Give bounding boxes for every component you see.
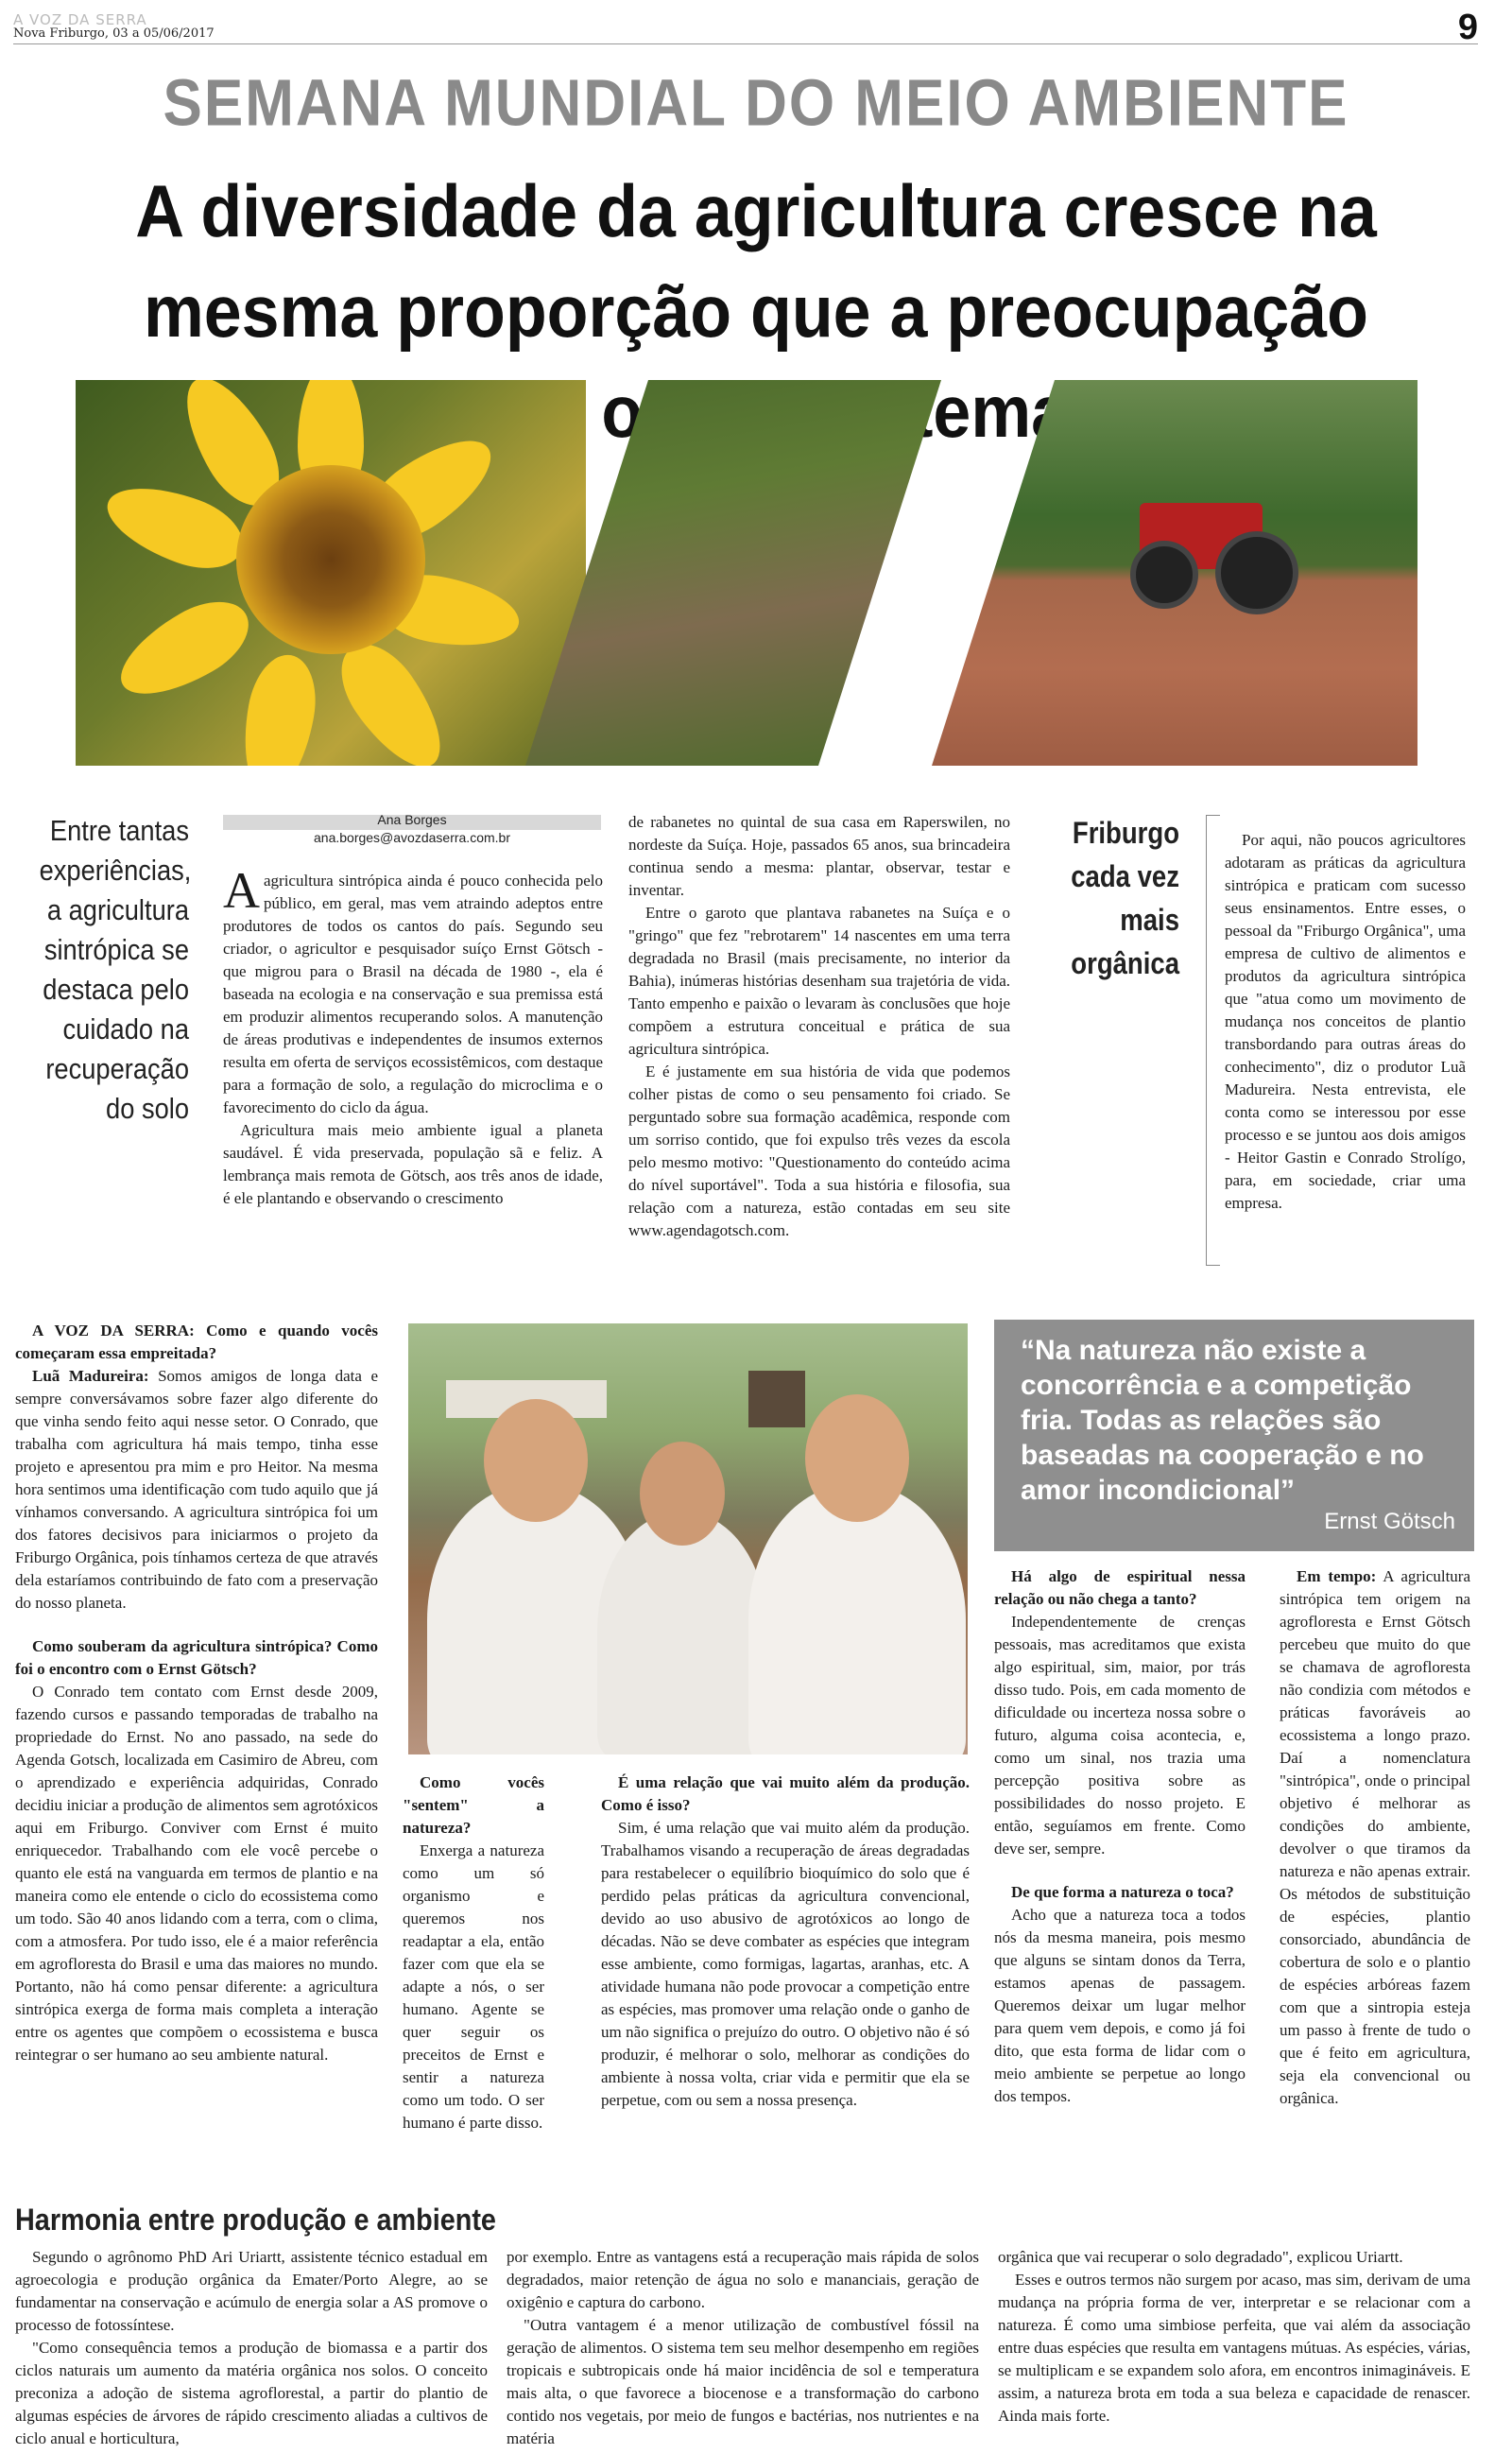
harmonia-column-2 <box>507 2246 979 2450</box>
question: Como souberam da agricultura sintrópica? Como foi o encontro com o Ernst Götsch? <box>15 1637 378 1678</box>
question: A VOZ DA SERRA: Como e quando vocês começaram essa empreitada? <box>15 1322 378 1362</box>
pullquote-text: “Na natureza não existe a concorrência e a competição fria. Todas as relações são baseadas na cooperação e no amor incondicional” <box>1021 1335 1424 1506</box>
group-photo <box>408 1323 968 1754</box>
paragraph: E é justamente em sua história de vida que podemos colher pistas de como o seu pensamento foi criado. Se perguntado sobre sua formação acadêmica, responde com um sorriso contido, que foi expulso três vezes da escola pelo mesmo motivo: "Questionamento do conteúdo acima do nível suportável". Toda a sua história e filosofia, sua relação com a natureza, estão contadas em seu site www.agendagotsch.com. <box>628 1063 1010 1239</box>
section-title: SEMANA MUNDIAL DO MEIO AMBIENTE <box>163 66 1349 141</box>
question: De que forma a natureza o toca? <box>1011 1883 1234 1901</box>
answer: Sim, é uma relação que vai muito além da produção. Trabalhamos visando a recuperação de áreas degradadas para restabelecer o equilíbrio bioquímico do solo que é perdido pelas práticas da agricultura convencional, devido ao uso abusivo de agrotóxicos ao longo de décadas. Não se deve combater as espécies que integram esse ambiente, como formigas, lagartas, aranhas, etc. A atividade humana não pode provocar a competição entre as espécies, mas promover uma relação onde o ganho de um não significa o prejuízo do outro. O objetivo não é só produzir, é melhorar o solo, melhorar as condições do ambiente à nossa volta, criar vida e permitir que ela se perpetue, com ou sem a nossa presença. <box>601 1819 970 2109</box>
paragraph: "Outra vantagem é a menor utilização de combustível fóssil na geração de alimentos. O sistema tem seu melhor desempenho em regiões tropicais e subtropicais onde há maior incidência de sol e temperatura mais alta, o que favorece a biocenose e a transformação do carbono contido nos vegetais, por meio de fungos e bactérias, nos nutrientes e na matéria <box>507 2316 979 2447</box>
face-middle <box>640 1442 725 1546</box>
harmonia-title: Harmonia entre produção e ambiente <box>15 2203 496 2237</box>
paragraph: agricultura sintrópica ainda é pouco conhecida pelo público, em geral, mas vem atraindo adeptos entre produtores de todos os cantos do país. Segundo seu criador, o agricultor e pesquisador suíço Ernst Götsch - que migrou para o Brasil na década de 1980 -, ela é baseada na ecologia e na conservação e sua premissa está em produzir alimentos recuperando solos. A manutenção de áreas produtivas e independentes de insumos externos resulta em oferta de serviços ecossistêmicos, com destaque para a formação de solo, a regulação do microclima e o favorecimento do ciclo da água. <box>223 872 603 1116</box>
sidebar-title: Friburgo cada vez mais orgânica <box>1071 816 1179 980</box>
answer: A agricultura sintrópica tem origem na agrofloresta e Ernst Götsch percebeu que muito do que se chamava de agrofloresta não condizia com métodos e práticas favoráveis ao ecossistema a longo prazo. Daí a nomenclatura "sintrópica", onde o principal objetivo é melhorar as condições do ambiente, devolver o que tiramos da natureza e não apenas extrair. Os métodos de substituição de espécies, plantio consorciado, abundância de cobertura de solo e o plantio de espécies arbóreas fazem com que a sintropia esteja um passo à frente de tudo o que é feito em agricultura, seja ela convencional ou orgânica. <box>1280 1567 1470 2107</box>
tractor-wheel <box>1215 531 1298 614</box>
answer: Independentemente de crenças pessoais, mas acreditamos que exista algo espiritual, sim, maior, por trás disso tudo. Pois, em cada momento de dificuldade ou incerteza nossa sobre o futuro, alguma coisa acontecia, e, como um sinal, nos trazia uma percepção positiva sobre as possibilidades do nosso projeto. E então, seguíamos em frente. Como deve ser, sempre. <box>994 1613 1246 1858</box>
article-column-1 <box>223 862 603 1210</box>
masthead-paper-name: A VOZ DA SERRA <box>13 11 147 28</box>
interview-narrow-column <box>403 1771 544 2134</box>
face-right <box>805 1394 909 1522</box>
tractor-wheel <box>1130 541 1198 609</box>
petal <box>107 585 263 714</box>
paragraph: Esses e outros termos não surgem por acaso, mas sim, derivam de uma mudança na própria forma de ver, interpretar e se relacionar com a natureza. É como uma simbiose perfeita, que vai além da associação entre duas espécies que resulta em vantagens mútuas. As espécies, várias, se multiplicam e se expandem solo afora, em encontros inimagináveis. E assim, a natureza brota em toda a sua beleza e capacidade de renascer. Ainda mais forte. <box>998 2271 1470 2425</box>
answer: Somos amigos de longa data e sempre conversávamos sobre fazer algo diferente do que vinha sendo feito aqui nesse setor. O Conrado, que trabalha com agricultura há mais tempo, tinha esse projeto e apresentou pra mim e pro Heitor. Na mesma hora sentimos uma identificação com tudo aquilo que já vínhamos conversando. A agricultura sintrópica foi um dos fatores decisivos para iniciarmos o projeto da Friburgo Orgânica, pois tínhamos certeza de que através dela estaríamos contribuindo de fato com a preservação do nosso planeta. <box>15 1367 378 1612</box>
paragraph: Agricultura mais meio ambiente igual a planeta saudável. É vida preservada, população sã e feliz. A lembrança mais remota de Götsch, aos três anos de idade, é ele plantando e observando o crescimento <box>223 1121 603 1207</box>
sidebar-text <box>1225 829 1466 1215</box>
answer-lead: Luã Madureira: <box>32 1367 149 1385</box>
question: Como vocês "sentem" a natureza? <box>403 1773 544 1837</box>
tractor <box>748 1371 805 1427</box>
pullquote-author: Ernst Götsch <box>1324 1509 1455 1534</box>
top-divider <box>13 43 1478 44</box>
paragraph: de rabanetes no quintal de sua casa em Raperswilen, no nordeste da Suíça. Hoje, passados 65 anos, sua brincadeira continua sendo a mesma: plantar, observar, testar e inventar. <box>628 813 1010 899</box>
paragraph: orgânica que vai recuperar o solo degradado", explicou Uriartt. <box>998 2248 1403 2266</box>
question: É uma relação que vai muito além da produção. Como é isso? <box>601 1773 970 1814</box>
masthead-date: Nova Friburgo, 03 a 05/06/2017 <box>13 26 215 41</box>
harmonia-column-1 <box>15 2246 488 2450</box>
answer: Enxerga a natureza como um só organismo e queremos nos readaptar a ela, então fazer com que ela se adapte a nós, o ser humano. Agente se quer seguir os preceitos de Ernst e sentir a natureza como um todo. O ser humano é parte disso. <box>403 1841 544 2132</box>
author-email[interactable]: ana.borges@avozdaserra.com.br <box>314 830 510 845</box>
paragraph: Segundo o agrônomo PhD Ari Uriartt, assistente técnico estadual em agroecologia e produção orgânica da Emater/Porto Alegre, ao se fundamentar na conservação e acúmulo de energia solar a AS promove o processo de fotossíntese. <box>15 2248 488 2334</box>
sidebar-bracket <box>1206 815 1220 1266</box>
paragraph: por exemplo. Entre as vantagens está a recuperação mais rápida de solos degradados, maior retenção de água no solo e mananciais, geração de oxigênio e captura do carbono. <box>507 2248 979 2311</box>
question: Em tempo: <box>1297 1567 1377 1585</box>
interview-column-1 <box>15 1320 378 2066</box>
page-number: 9 <box>1457 8 1478 47</box>
article-column-2 <box>628 811 1010 1242</box>
answer: O Conrado tem contato com Ernst desde 2009, fazendo cursos e passando temporadas de trabalho na propriedade do Ernst. No ano passado, na sede do Agenda Gotsch, localizada em Casimiro de Abreu, com o aprendizado e experiência adquiridas, Conrado decidiu iniciar a produção de alimentos sem agrotóxicos aqui em Friburgo. Conviver com Ernst é muito enriquecedor. Trabalhando com ele você percebe o quanto ele está na vanguarda em termos de plantio e na maneira como ele entende o ciclo do ecossistema como um todo. São 40 anos lidando com a terra, com o clima, com a atmosfera. Por tudo isso, ele é a maior referência em agrofloresta do Brasil e uma das maiores no mundo. Portanto, não há como pensar diferente: a agricultura sintrópica exerga de forma mais completa a interação entre os agentes que compõem o ecossistema e busca reintegrar o ser humano ao seu ambiente natural. <box>15 1683 378 2064</box>
author-name: Ana Borges <box>377 812 447 827</box>
person-right <box>748 1484 966 1754</box>
lede-text: Entre tantas experiências, a agricultura sintrópica se destaca pelo cuidado na recuperação do solo <box>39 814 192 1125</box>
harmonia-column-3 <box>998 2246 1470 2428</box>
petal <box>234 649 324 766</box>
interview-right-column-2 <box>1280 1565 1470 2110</box>
paragraph: "Como consequência temos a produção de biomassa e a partir dos ciclos naturais um aumento da matéria orgânica nos solos. O conceito preconiza a adoção de sistema agroflorestal, a partir do plantio de algumas espécies de árvores de rápido crescimento aliadas a cultivos de ciclo anual e horticultura, <box>15 2339 488 2447</box>
question: Há algo de espiritual nessa relação ou não chega a tanto? <box>994 1567 1246 1608</box>
sunflower-center <box>236 465 425 654</box>
person-middle <box>597 1512 767 1754</box>
interview-middle-column <box>601 1771 970 2112</box>
interview-right-column-1 <box>994 1565 1246 2108</box>
headline: A diversidade da agricultura cresce na mesma proporção que a preocupação o <box>135 169 1377 453</box>
paragraph: Entre o garoto que plantava rabanetes na Suíça e o "gringo" que fez "rebrotarem" 14 nascentes em uma terra degradada no Brasil (mais precisamente, no interior da Bahia), inúmeras histórias desenham sua trajetória de vida. Tanto empenho e paixão o levaram às conclusões que hoje compõem a estrutura conceitual e prática de sua agricultura sintrópica. <box>628 904 1010 1058</box>
sunflower-photo <box>76 380 586 766</box>
paragraph: Por aqui, não poucos agricultores adotaram as práticas da agricultura sintrópica e praticam com sucesso seus ensinamentos. Entre esses, o pessoal da "Friburgo Orgânica", uma empresa de cultivo de alimentos e produtos da agricultura sintrópica que "atua como um movimento de mudança nos conceitos de plantio transbordando para outras áreas do conhecimento", diz o produtor Luã Madureira. Nesta entrevista, ele conta como se interessou por esse processo e se juntou aos dois amigos - Heitor Gastin e Conrado Strolígo, para, em sociedade, criar uma empresa. <box>1225 831 1466 1212</box>
face-left <box>484 1399 588 1522</box>
drop-cap: A <box>223 862 260 919</box>
answer: Acho que a natureza toca a todos nós da mesma maneira, pois mesmo que alguns se sintam donos da Terra, estamos apenas de passagem. Queremos deixar um lugar melhor para quem vem depois, e como já foi dito, que esta forma de lidar com o meio ambiente se perpetue ao longo dos tempos. <box>994 1906 1246 2105</box>
